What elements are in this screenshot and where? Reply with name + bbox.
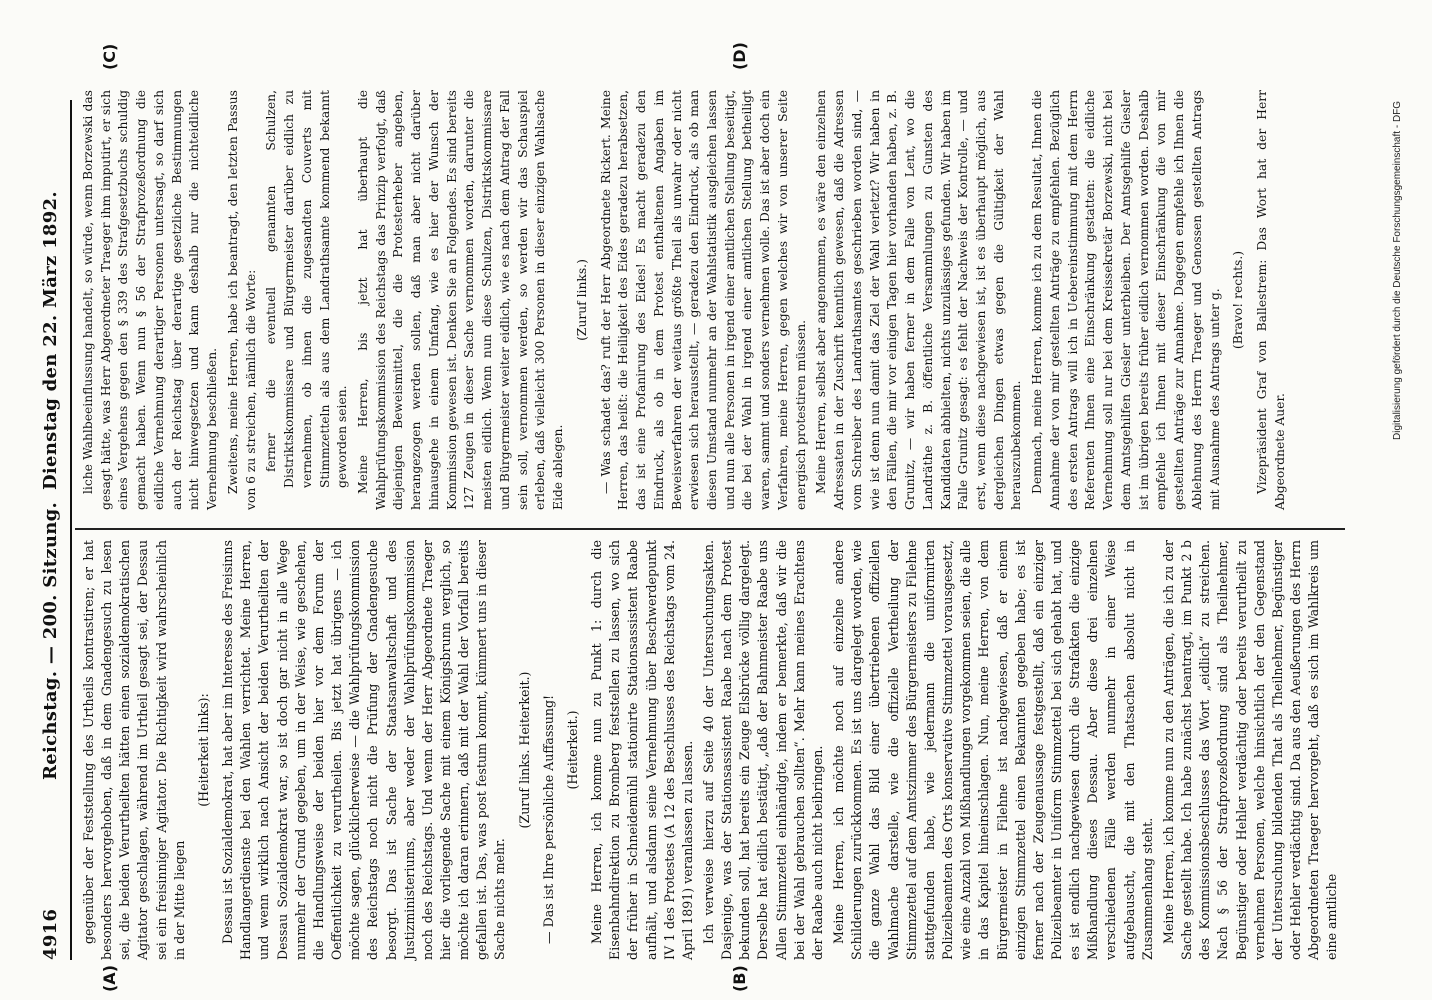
paragraph: Vizepräsident Graf von Ballestrem: Das Wort hat der Herr Abgeordnete Auer.: [1255, 90, 1287, 510]
paragraph: gegenüber der Feststellung des Urtheils kontrastiren; er hat besonders hervorgehoben, daß in dem Gnadengesuch zu lesen sei, die beiden Verurtheilten hätten einen sozialdemokratischen Agitator geschlagen, während im Urtheil gesagt sei, der Dessau sei ein freisinniger Agitator. Die Richtigkeit wird wahrscheinlich in der Mitte liegen: [81, 540, 187, 960]
paragraph: — Das ist Ihre persönliche Auffassung!: [540, 694, 556, 944]
margin-marker-c: (C): [100, 43, 119, 70]
right-running-title: Dienstag den 22. März 1892.: [40, 191, 61, 490]
paragraph: Zweitens, meine Herren, habe ich beantragt, den letzten Passus von 6 zu streichen, nämlich die Worte:: [225, 90, 258, 510]
page-number: 4916: [40, 908, 61, 960]
paragraph: — Was schadet das? ruft der Herr Abgeordnete Rickert. Meine Herren, das heißt: die Heiligkeit des Eides geradezu herabsetzen, das ist eine Profanirung des Eides! Es macht geradezu den Eindruck, als ob in dem Protest enthaltenen Angaben im Beweisverfahren der weitaus größte Theil als unwahr oder nicht erwiesen sich herausstellt, — geradezu den Eindruck, als ob man diesen Umstand nunmehr an der Wahlstatistik ausgleichen lassen und nun alle Personen in irgend einer amtlichen Stellung beseitigt, die bei der Wahl in irgend einer amtlichen Stellung betheiligt waren, sammt und sonders vernehmen wolle. Das ist aber doch ein Verfahren, meine Herren, gegen welches wir von unserer Seite energisch protestiren müssen.: [598, 89, 808, 510]
margin-marker-d: (D): [730, 42, 749, 70]
stage-direction: (Zuruf links. Heiterkeit.): [516, 671, 532, 829]
paragraph: Dessau ist Sozialdemokrat, hat aber im Interesse des Freisinns Handlangerdienste bei den Wahlen verrichtet. Meine Herren, und wenn wirklich nach Ansicht der beiden Verurtheilten der Dessau Sozialdemokrat war, so ist doch gar nicht in alle Wege nunmehr der Grund gegeben, um in der Weise, wie geschehen, die Handlungsweise der beiden hier vor dem Forum der Oeffentlichkeit zu verurtheilen. Bis jetzt hat übrigens — ich möchte sagen, glücklicherweise — die Wahlprüfungskommission des Reichstags noch nicht die Prüfung der Gnadengesuche besorgt. Das ist Sache der Staatsanwaltschaft und des Justizministeriums, aber weder der Wahlprüfungskommission noch des Reichstags. Und wenn der Herr Abgeordnete Traeger hier die vorliegende Sache mit einem Königsbrunn verglich, so möchte ich daran erinnern, daß mit der Wahl der Vorfall bereits gefallen ist. Das, was post festum kommt, kümmert uns in dieser Sache nichts mehr.: [220, 540, 508, 960]
page-header: [40, 100, 68, 960]
paragraph: Ich verweise hierzu auf Seite 40 der Untersuchungsakten. Dasjenige, was der Stationsassistent Raabe nach dem Protest bekunden soll, hat bereits ein Zeuge Elsbrücke völlig dargelegt. Derselbe hat eidlich bestätigt, „daß der Bahnmeister Raabe uns Allen Stimmzettel einhändigte, indem er bemerkte, daß wir die bei der Wahl gebrauchen sollten“. Mehr kann meines Erachtens der Raabe auch nicht beibringen.: [701, 540, 825, 960]
left-running-title: Reichstag. — 200. Sitzung.: [40, 501, 61, 780]
stage-direction: (Zuruf links.): [574, 259, 589, 341]
paragraph: Meine Herren, ich komme nun zu Punkt 1: durch die Eisenbahndirektion zu Bromberg feststellen zu lassen, wo sich der früher in Schneidemühl stationirte Stationsassistent Raabe aufhält, und alsdann seine Vernehmung über Beschwerdepunkt IV 1 des Protestes (A 12 des Beschlusses des Reichstags vom 24. April 1891) veranlassen zu lassen.: [589, 540, 695, 960]
stage-direction: (Heiterkeit.): [564, 710, 580, 790]
digitization-credit: Digitalisierung gefördert durch die Deutsche Forschungsgemeinschaft - DFG: [1392, 100, 1403, 440]
paragraph: Meine Herren, ich komme nun zu den Anträgen, die ich zu der Sache gestellt habe. Ich habe zunächst beantragt, im Punkt 2 b des Kommissionsbeschlusses das Wort „eidlich“ zu streichen. Nach § 56 der Strafprozeßordnung sind als Theilnehmer, Begünstiger oder Hehler verdächtig oder bereits verurtheilt zu vernehmen Personen, welche hinsichtlich der den Gegenstand der Untersuchung bildenden That als Theilnehmer, Begünstiger oder Hehler verdächtig sind. Da aus den Aeußerungen des Herrn Abgeordneten Traeger hervorgeht, daß es sich im Wahlkreis um eine amtliche: [1160, 540, 1340, 960]
paragraph: Demnach, meine Herren, komme ich zu dem Resultat, Ihnen die Annahme der von mir gestellten Anträge zu empfehlen. Bezüglich des ersten Antrags will ich in Uebereinstimmung mit dem Herrn Referenten Ihnen eine Einschränkung gestatten: die eidliche Vernehmung soll nur bei dem Kreissekretär Borzewski, nicht bei dem Amtsgehilfen Giesler unterbleiben. Der Amtsgehilfe Giesler ist im übrigen bereits früher eidlich vernommen worden. Deshalb empfehle ich Ihnen mit dieser Einschränkung die von mir gestellten Anträge zur Annahme. Dagegen empfehle ich Ihnen die Ablehnung des Herrn Traeger und Genossen gestellten Antrags mit Ausnahme des Antrags unter g.: [1030, 90, 1222, 510]
left-column: [80, 540, 1344, 960]
quoted-passage: ferner die eventuell genannten Schulzen, Distriktskommissare und Bürgermeister darüber eidlich zu vernehmen, ob ihnen die zugesandten Couverts mit Stimmzetteln als aus dem Landrathsamte kommend bekannt geworden seien.: [264, 90, 350, 488]
paragraph: Meine Herren, bis jetzt hat überhaupt die Wahlprüfungskommission des Reichstags das Prinzip verfolgt, daß diejenigen Beweismittel, die die Protesterheber angeben, herangezogen werden sollen, daß man aber nicht darüber hinausgehe in einem Umfang, wie es hier der Wunsch der Kommission gewesen ist. Denken Sie an Folgendes. Es sind bereits 127 Zeugen in dieser Sache vernommen worden, darunter die meisten eidlich. Wenn nun diese Schulzen, Distriktskommissare und Bürgermeister weiter eidlich, wie es nach dem Antrag der Fall sein soll, vernommen werden, so werden wir das Schauspiel erleben, daß vielleicht 300 Personen in dieser einzigen Wahlsache Eide ablegen.: [356, 90, 566, 510]
column-divider: [75, 528, 1345, 530]
margin-marker-a: (A): [100, 964, 119, 992]
paragraph: liche Wahlbeeinflussung handelt, so würde, wenn Borzewski das gesagt hätte, was Herr Abgeordneter Traeger ihm imputirt, er sich eines Vergehens gegen den § 339 des Strafgesetzbuchs schuldig gemacht haben. Wenn nun § 56 der Strafprozeßordnung die eidliche Vernehmung derartiger Personen untersagt, so darf sich auch der Reichstag über derartige gesetzliche Bestimmungen nicht hinwegsetzen und kann deshalb nur die nichteidliche Vernehmung beschließen.: [81, 90, 220, 510]
header-rule: [70, 100, 72, 960]
margin-marker-b: (B): [730, 965, 749, 992]
right-column: [80, 90, 1292, 510]
stage-direction: (Heiterkeit links):: [195, 693, 211, 807]
stage-direction: (Bravo! rechts.): [1231, 250, 1246, 350]
paragraph: Meine Herren, ich möchte noch auf einzelne andere Schilderungen zurückkommen. Es ist uns dargelegt worden, wie die ganze Wahl das Bild einer übertriebenen offiziellen Wahlmache darstelle, wie die offizielle Vertheilung der Stimmzettel auf dem Amtszimmer des Bürgermeisters zu Filehne stattgefunden habe, wie jedermann die uniformirten Polizeibeamten des Orts konservative Stimmzettel vorausgesetzt, wie eine Anzahl von Mißhandlungen vorgekommen seien, die alle in das Kapitel hineinschlagen. Nun, meine Herren, von dem Bürgermeister in Filehne ist nachgewiesen, daß er einem einzigen Stimmzettel einen Bekannten gegeben habe; es ist ferner nach der Zeugenaussage festgestellt, daß ein einziger Polizeibeamter in Uniform Stimmzettel bei sich gehabt hat, und es ist endlich nachgewiesen durch die Strafakten die einzige Mißhandlung dieses Dessau. Aber diese drei einzelnen verschiedenen Fälle werden nunmehr in einer Weise aufgebauscht, die mit den Thatsachen absolut nicht in Zusammenhang steht.: [831, 540, 1155, 960]
paragraph: Meine Herren, selbst aber angenommen, es wäre den einzelnen Adressaten in der Zuschrift kenntlich gewesen, daß die Adressen vom Schreiber des Landrathsamtes geschrieben worden sind, — wie ist denn nun damit das Ziel der Wahl verletzt? Wir haben in den Fällen, die mir vor einigen Tagen hier vorhanden haben, z. B. Grunitz, — wir haben ferner in dem Falle von Lent, wo die Landräthe z. B. öffentliche Versammlungen zu Gunsten des Kandidaten abhielten, nichts unzulässiges gefunden. Wir haben im Falle Grunitz gesagt: es fehlt der Nachweis der Kontrolle, — und erst, wenn diese nachgewiesen ist, ist es überhaupt möglich, aus dergleichen Dingen etwas gegen die Gültigkeit der Wahl herauszubekommen.: [814, 90, 1024, 510]
